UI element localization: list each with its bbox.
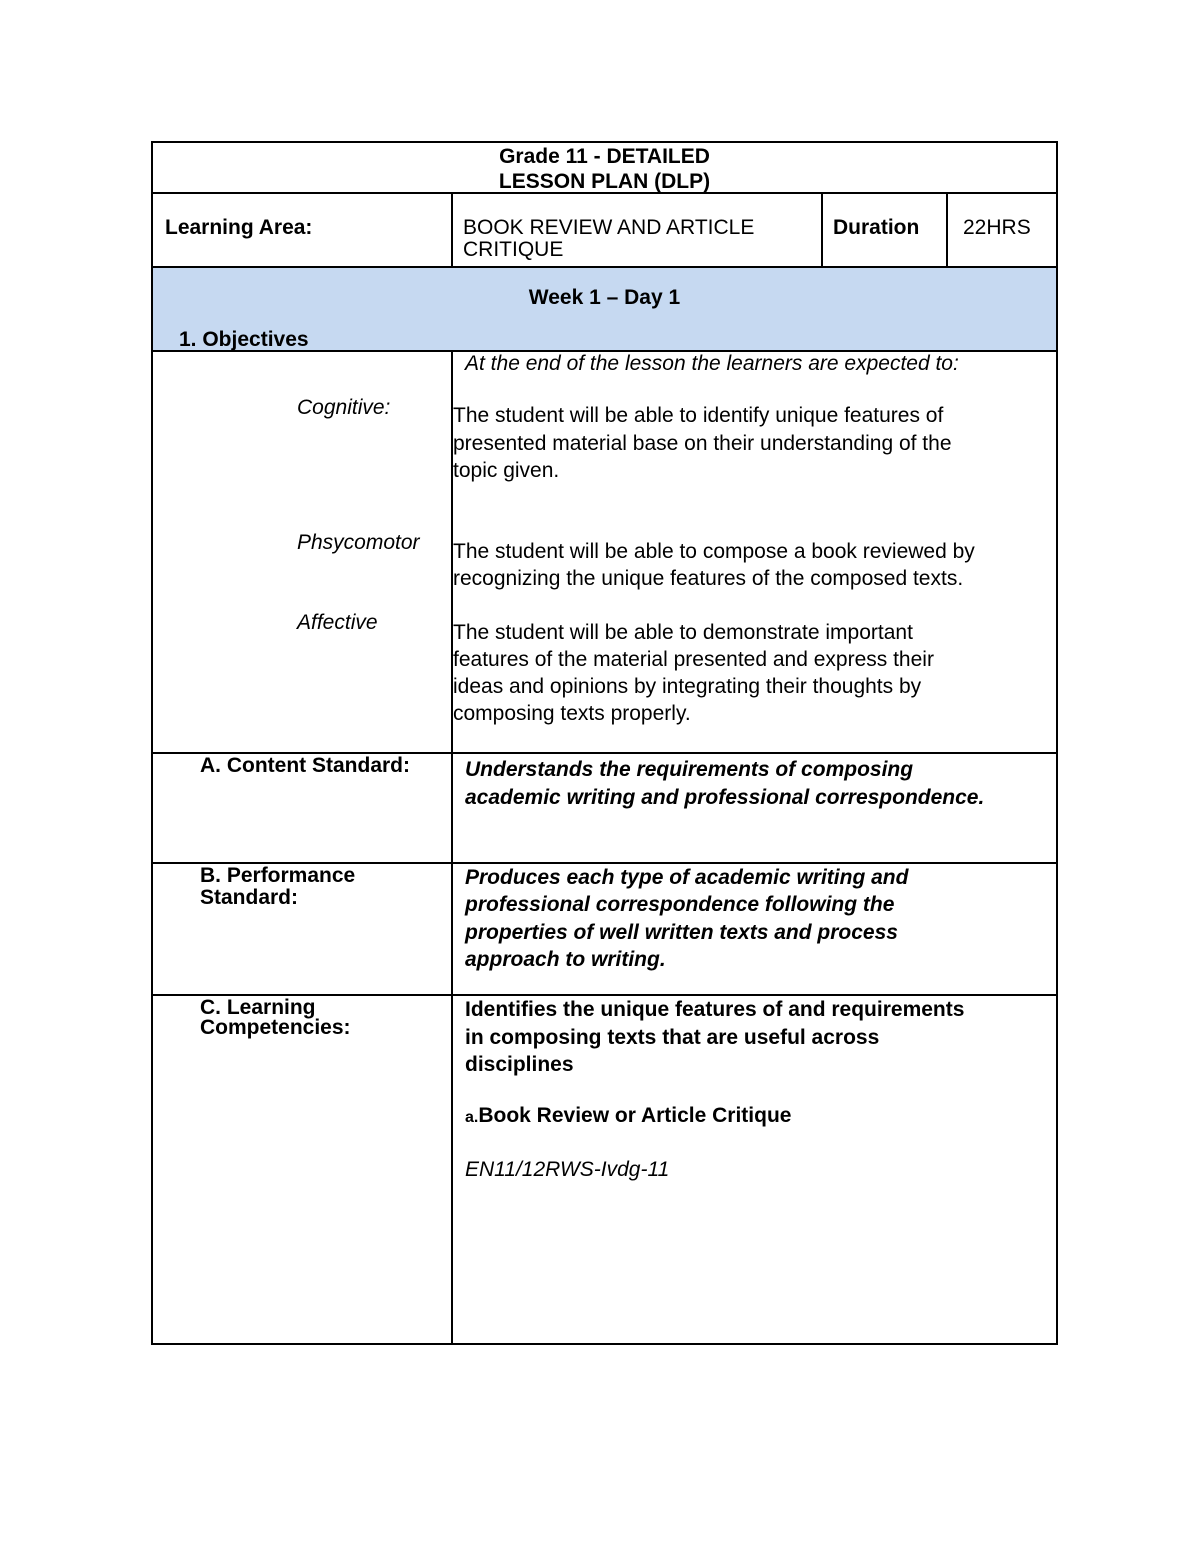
affective-line: composing texts properly. [453,702,691,725]
content-standard-line: Understands the requirements of composing [465,758,914,781]
learning-competencies-line: disciplines [465,1053,574,1076]
week-label: Week 1 – Day 1 [528,286,681,309]
competency-item [465,1102,791,1131]
affective-label: Affective [297,611,378,634]
performance-standard-label-cell [151,862,453,996]
duration-label: Duration [833,216,920,239]
cognitive-label: Cognitive: [297,396,391,419]
lesson-plan-table [151,141,1058,1345]
affective-line: ideas and opinions by integrating their thoughts by [453,675,922,698]
week-cell [151,266,1058,352]
performance-standard-line: Produces each type of academic writing and [465,866,909,889]
affective-line: features of the material presented and express their [453,648,934,671]
objectives-label: 1. Objectives [179,328,309,351]
duration-value: 22HRS [963,216,1031,239]
objectives-content-cell [451,350,1058,754]
performance-standard-line: properties of well written texts and process [465,921,898,944]
performance-standard-line: professional correspondence following the [465,893,895,916]
learning-competencies-line: Identifies the unique features of and requirements [465,998,965,1021]
learning-competencies-label-line-2: Competencies: [200,1016,351,1039]
duration-label-cell [821,192,948,268]
objectives-label-cell [151,350,453,754]
competency-code: EN11/12RWS-Ivdg-11 [465,1158,670,1181]
duration-value-cell [946,192,1058,268]
content-standard-label-cell [151,752,453,864]
psychomotor-label: Phsycomotor [297,531,420,554]
psychomotor-line: The student will be able to compose a book reviewed by [453,540,975,563]
learning-area-value-line-1: BOOK REVIEW AND ARTICLE [463,216,755,239]
learning-area-label: Learning Area: [165,216,313,239]
cognitive-line: topic given. [453,459,560,482]
performance-standard-label-line-1: B. Performance [200,864,356,887]
psychomotor-line: recognizing the unique features of the composed texts. [453,567,964,590]
performance-standard-value-cell [451,862,1058,996]
learning-area-value-cell [451,192,823,268]
cognitive-line: The student will be able to identify unique features of [453,404,944,427]
content-standard-value-cell [451,752,1058,864]
learning-competencies-line: in composing texts that are useful across [465,1026,880,1049]
title-cell [151,141,1058,194]
learning-competencies-label-line-1: C. Learning [200,996,316,1019]
learning-area-value-line-2: CRITIQUE [463,238,564,261]
title-line-2: LESSON PLAN (DLP) [498,170,711,193]
learning-competencies-value-cell [451,994,1058,1345]
content-standard-label: A. Content Standard: [200,754,410,777]
learning-competencies-label-cell [151,994,453,1345]
title-line-1: Grade 11 - DETAILED [499,145,710,168]
learning-area-label-cell [151,192,453,268]
affective-line: The student will be able to demonstrate important [453,621,913,644]
performance-standard-line: approach to writing. [465,948,666,971]
competency-item-marker: a. [465,1109,479,1126]
objectives-intro: At the end of the lesson the learners are expected to: [465,352,959,375]
cognitive-line: presented material base on their understanding of the [453,432,952,455]
performance-standard-label-line-2: Standard: [200,886,299,909]
content-standard-line: academic writing and professional correspondence. [465,786,985,809]
competency-item-text: Book Review or Article Critique [478,1104,792,1127]
